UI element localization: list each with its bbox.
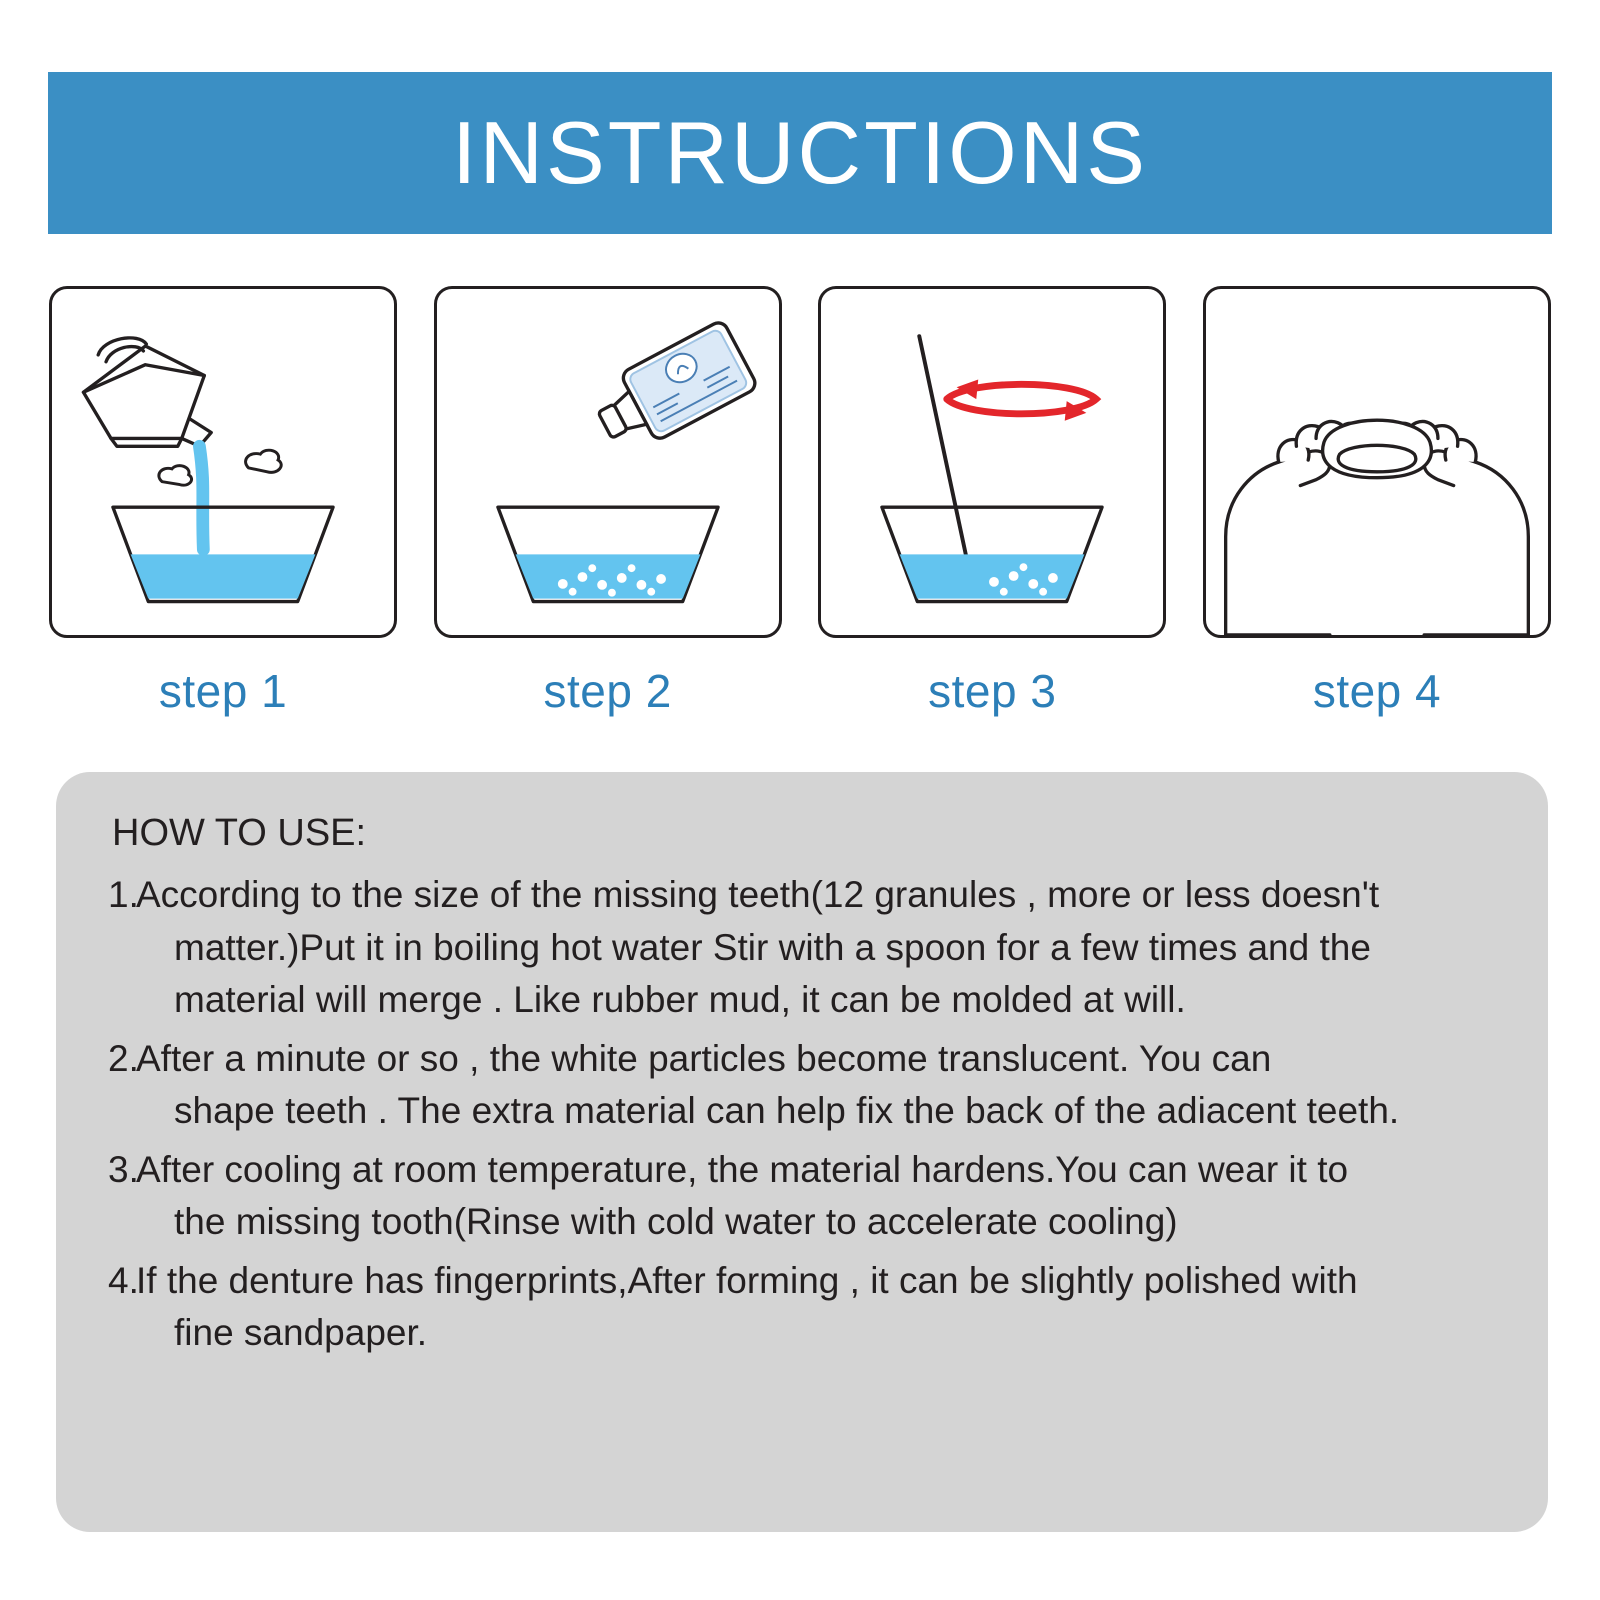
instruction-line: If the denture has fingerprints,After forming , it can be slightly polished with — [136, 1259, 1358, 1301]
step-label: step 3 — [928, 665, 1057, 717]
instruction-item — [92, 869, 1512, 1027]
instruction-number: 3. — [108, 1148, 139, 1190]
instruction-item — [92, 1033, 1512, 1138]
step-label: step 4 — [1312, 665, 1442, 717]
instruction-line: the missing tooth(Rinse with cold water to accelerate cooling) — [174, 1201, 1178, 1243]
step-item — [48, 286, 398, 718]
instruction-text — [136, 1144, 1512, 1249]
page-title: INSTRUCTIONS — [452, 103, 1148, 202]
kettle-pouring-water-into-bowl-icon — [52, 286, 394, 638]
step-label: step 1 — [158, 665, 288, 717]
instruction-text — [136, 1255, 1512, 1360]
panel-heading: HOW TO USE: — [112, 812, 367, 854]
instruction-number: 4. — [108, 1259, 139, 1301]
instruction-number: 2. — [108, 1037, 139, 1079]
instruction-text — [136, 869, 1512, 1027]
step-label: step 2 — [543, 665, 672, 717]
instruction-line: According to the size of the missing teeth(12 granules , more or less doesn't — [136, 874, 1380, 915]
instruction-line: matter.)Put it in boiling hot water Stir with a spoon for a few times and the — [174, 926, 1371, 968]
how-to-use-panel — [56, 772, 1548, 1532]
instruction-text — [136, 1033, 1512, 1138]
instruction-item — [92, 1144, 1512, 1249]
step-item — [433, 286, 783, 718]
steps-row — [48, 286, 1552, 718]
bottle-pouring-granules-into-bowl-icon — [437, 286, 779, 638]
instruction-line: After a minute or so , the white particles become translucent. You can — [136, 1037, 1272, 1079]
step-2-illustration-box — [434, 286, 782, 638]
instruction-item — [92, 1255, 1512, 1360]
step-item — [1202, 286, 1552, 718]
step-3-illustration-box — [818, 286, 1166, 638]
step-1-illustration-box — [49, 286, 397, 638]
step-4-illustration-box — [1203, 286, 1551, 638]
instruction-line: material will merge . Like rubber mud, it can be molded at will. — [174, 979, 1186, 1021]
instruction-number: 1. — [108, 874, 139, 915]
step-item — [817, 286, 1167, 718]
instruction-line: fine sandpaper. — [174, 1312, 428, 1354]
instruction-line: shape teeth . The extra material can help fix the back of the adiacent teeth. — [174, 1090, 1400, 1132]
instruction-line: After cooling at room temperature, the material hardens.You can wear it to — [136, 1148, 1349, 1190]
spoon-stirring-bowl-icon — [821, 286, 1163, 638]
hands-molding-denture-icon — [1206, 286, 1548, 638]
header-banner — [48, 72, 1552, 234]
